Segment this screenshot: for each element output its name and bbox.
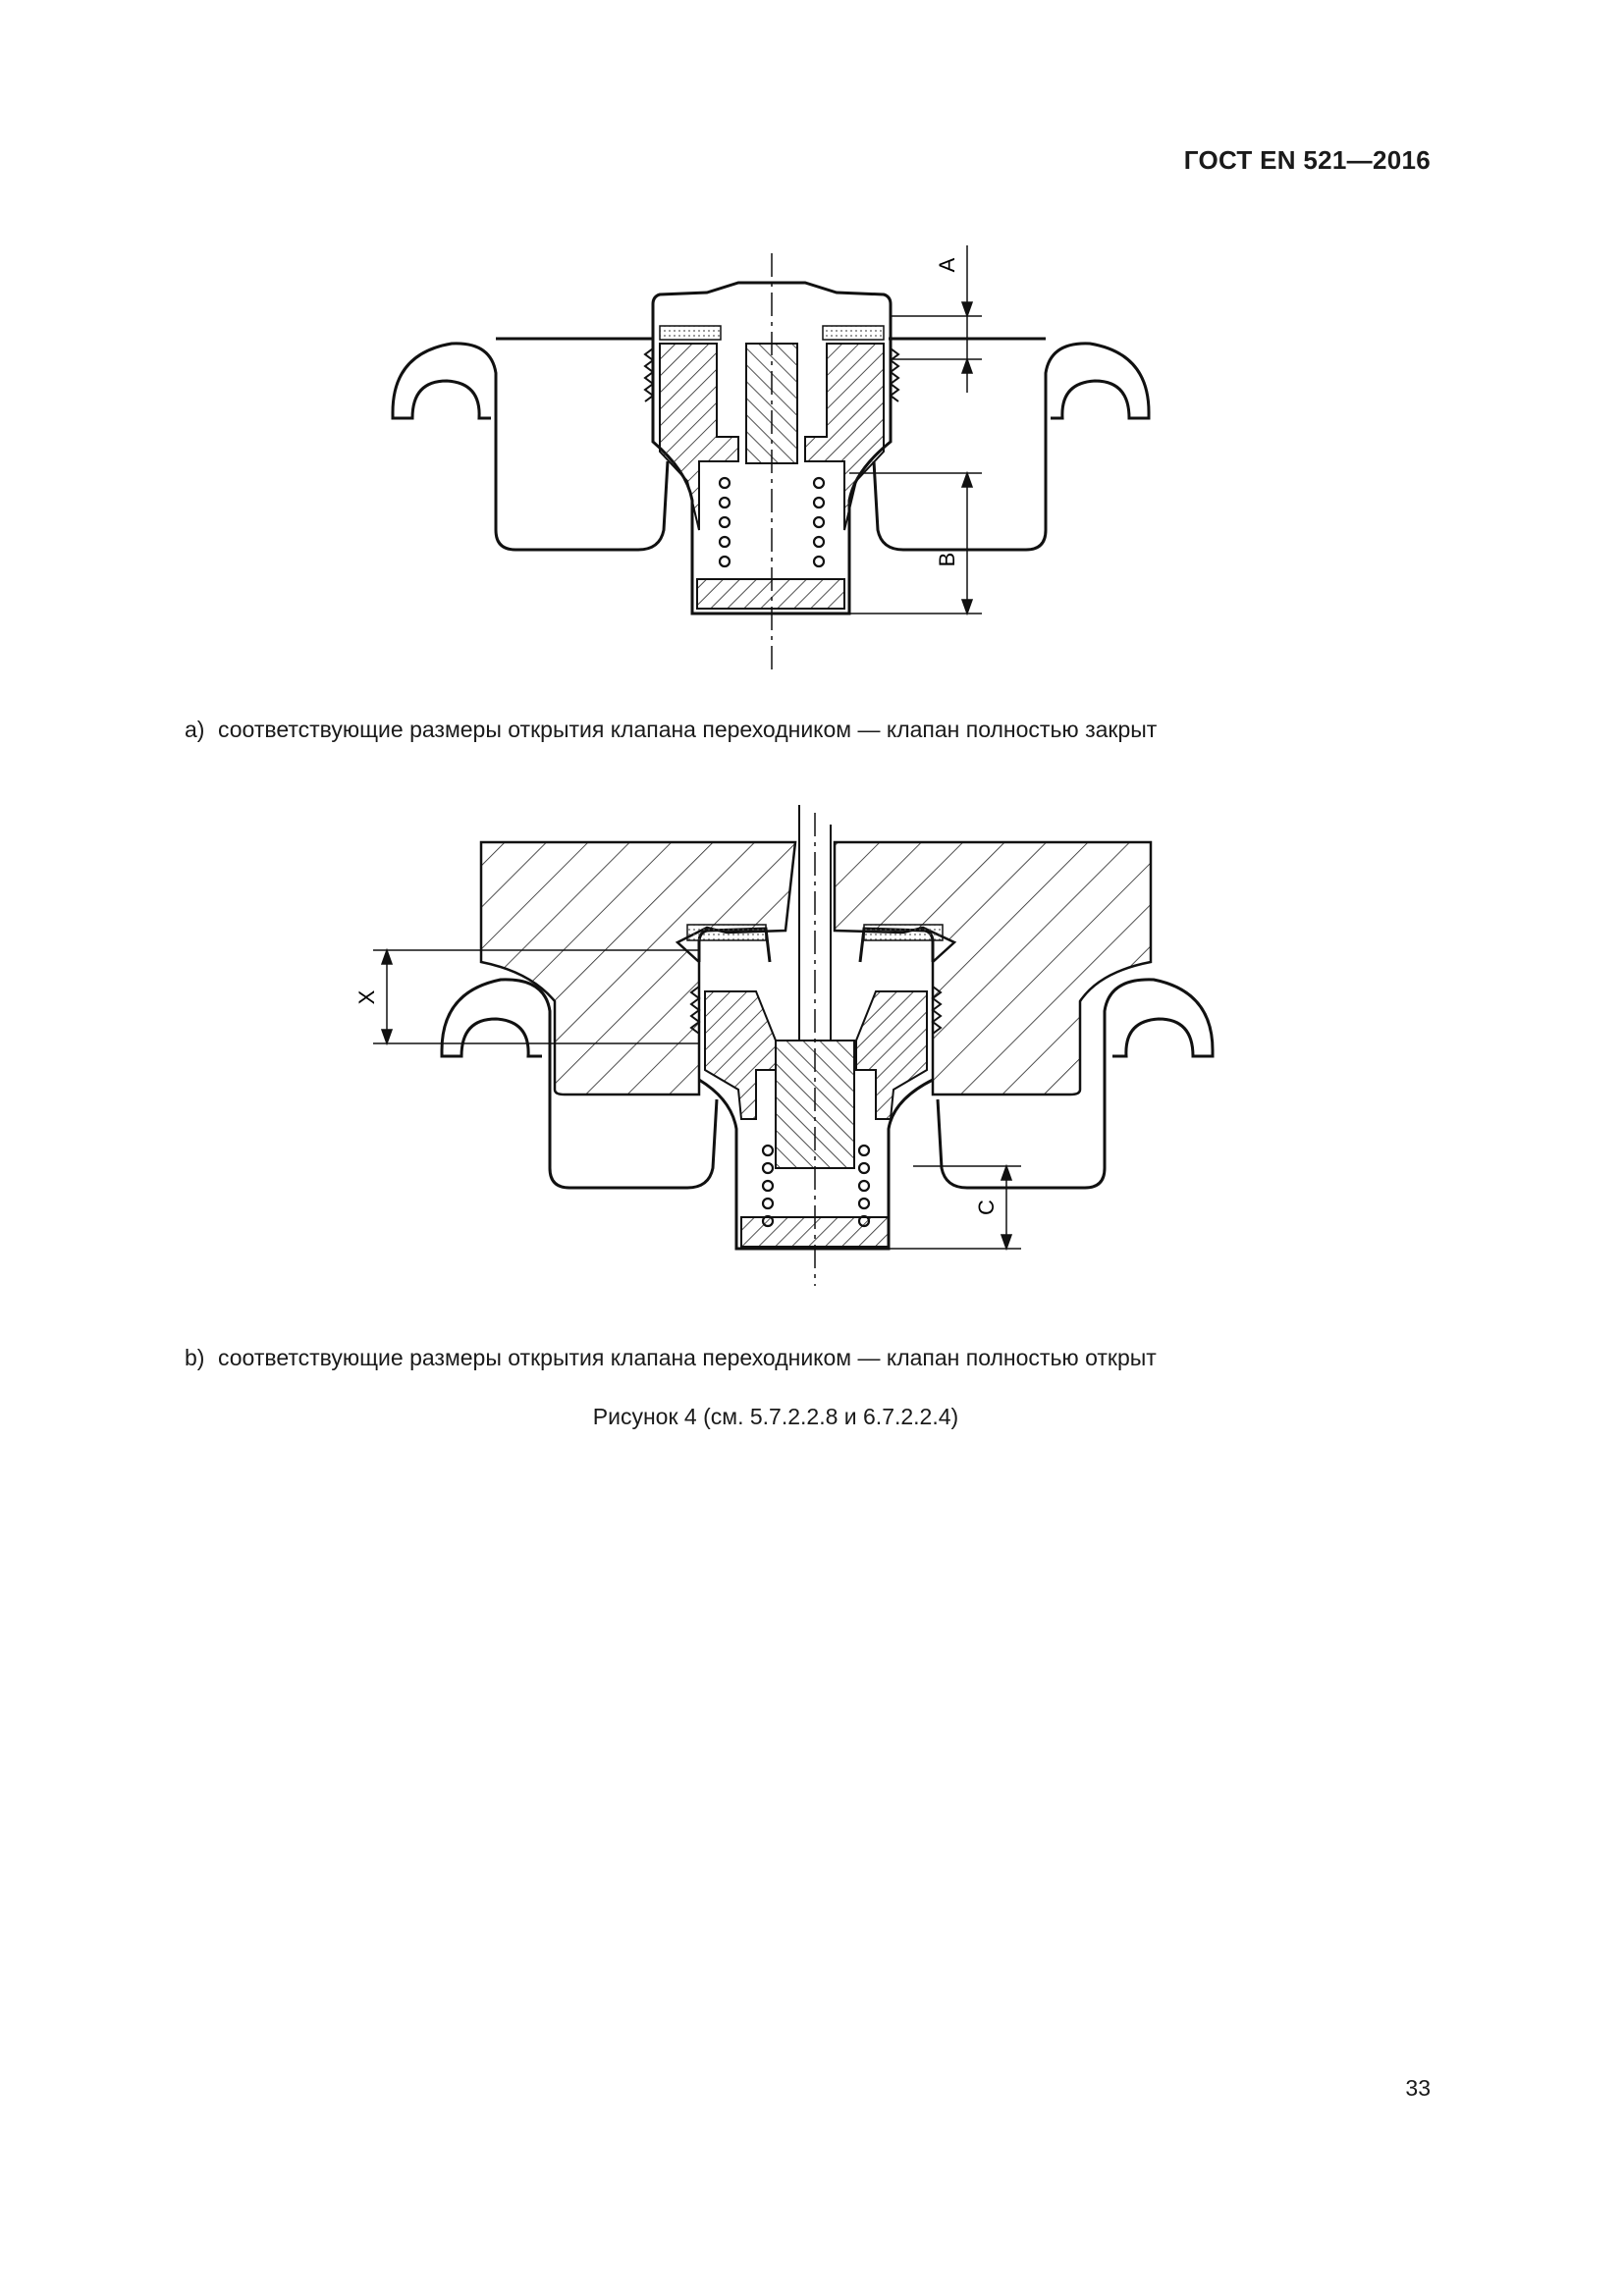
page-number: 33 (1405, 2075, 1431, 2101)
dimension-label-c: C (974, 1200, 999, 1215)
caption-figure-b (185, 1345, 1157, 1371)
figure-a-drawing (0, 236, 1624, 687)
figure-b-drawing (0, 805, 1624, 1315)
standard-header: ГОСТ EN 521—2016 (1183, 145, 1431, 175)
caption-letter-a: a) (185, 717, 205, 742)
caption-text-a: соответствующие размеры открытия клапана переходником — клапан полностью закрыт (218, 717, 1158, 742)
dimension-label-x: X (354, 989, 379, 1005)
caption-letter-b: b) (185, 1345, 205, 1370)
dimension-label-a: A (935, 257, 959, 273)
caption-text-b: соответствующие размеры открытия клапана переходником — клапан полностью открыт (218, 1345, 1157, 1370)
figure-title: Рисунок 4 (см. 5.7.2.2.8 и 6.7.2.2.4) (592, 1404, 959, 1429)
dimension-label-b: B (935, 552, 959, 567)
caption-figure-a (185, 717, 1157, 743)
